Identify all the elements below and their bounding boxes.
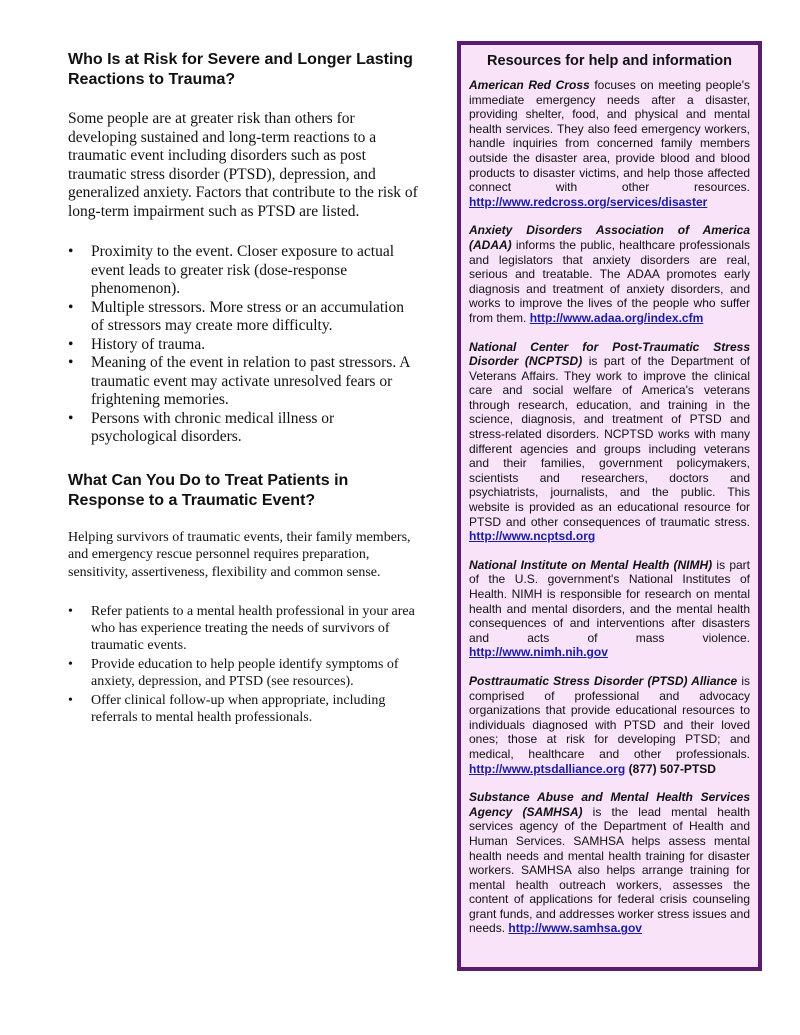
list-item-text: Refer patients to a mental health professional in your area who has experience treating the needs of survivors of traumatic events. <box>91 604 415 653</box>
resource-entries <box>469 78 750 936</box>
risk-heading: Who Is at Risk for Severe and Longer Lasting Reactions to Trauma? <box>68 51 413 88</box>
main-column <box>68 50 418 728</box>
bullet-icon: • <box>68 409 74 427</box>
list-item <box>68 692 418 726</box>
bullet-icon: • <box>68 354 74 371</box>
resource-phone: (877) 507-PTSD <box>625 761 716 776</box>
resource-entry <box>469 223 750 325</box>
treat-action-list <box>68 603 418 726</box>
list-item <box>68 299 418 336</box>
list-item-text: Offer clinical follow-up when appropriate, including referrals to mental health professionals. <box>91 693 386 725</box>
bullet-icon: • <box>68 693 73 708</box>
treat-heading: What Can You Do to Treat Patients in Response to a Traumatic Event? <box>68 471 349 509</box>
list-item <box>68 603 418 654</box>
resource-description: is part of the U.S. government's National Institutes of Health. NIMH is responsible for research on mental health and mental disorders, and the mental health consequences of and interventions after disasters and acts of mass violence. <box>469 557 751 645</box>
bullet-icon: • <box>68 657 73 672</box>
resource-description: is comprised of professional and advocacy organizations that provide educational resources to individuals diagnosed with PTSD and their loved ones; those at risk for developing PTSD; and medical, healthcare and other professionals. <box>469 673 751 761</box>
resource-name: Posttraumatic Stress Disorder (PTSD) Alliance <box>469 673 738 688</box>
risk-factor-list <box>68 243 418 447</box>
treat-paragraph: Helping survivors of traumatic events, their family members, and emergency rescue personnel requires preparation, sensitivity, assertiveness, flexibility and common sense. <box>68 529 411 580</box>
list-item <box>68 243 418 299</box>
list-item-text: Persons with chronic medical illness or psychological disorders. <box>91 409 335 445</box>
resource-link[interactable]: http://www.samhsa.gov <box>508 921 642 936</box>
list-item-text: Meaning of the event in relation to past stressors. A traumatic event may activate unresolved fears or frightening memories. <box>91 354 410 408</box>
list-item <box>68 410 418 447</box>
resource-link[interactable]: http://www.adaa.org/index.cfm <box>529 310 704 325</box>
resource-link[interactable]: http://www.ptsdalliance.org <box>469 761 626 776</box>
list-item-text: Multiple stressors. More stress or an accumulation of stressors may create more difficulty. <box>91 298 404 334</box>
resource-entry <box>469 674 750 776</box>
resource-link[interactable]: http://www.redcross.org/services/disaster <box>469 194 708 209</box>
resource-entry <box>469 790 750 936</box>
list-item <box>68 354 418 410</box>
bullet-icon: • <box>68 335 74 353</box>
resource-entry <box>469 340 750 544</box>
list-item-text: Proximity to the event. Closer exposure to actual event leads to greater risk (dose-response phenomenon). <box>91 243 395 297</box>
resources-box <box>457 41 762 971</box>
resource-name: Substance Abuse and Mental Health Services Agency (SAMHSA) <box>469 790 750 819</box>
bullet-icon: • <box>68 604 73 619</box>
list-item <box>68 336 418 355</box>
bullet-icon: • <box>68 298 74 316</box>
list-item <box>68 656 418 690</box>
resource-entry <box>469 558 750 660</box>
risk-paragraph: Some people are at greater risk than others for developing sustained and long-term reactions to a traumatic event including disorders such as post traumatic stress disorder (PTSD), depression, and generalized anxiety. Factors that contribute to the risk of long-term impairment such as PTSD are listed. <box>68 110 418 220</box>
resource-link[interactable]: http://www.nimh.nih.gov <box>469 645 608 660</box>
resource-name: National Center for Post-Traumatic Stress Disorder (NCPTSD) <box>469 339 750 369</box>
resource-description: informs the public, healthcare professionals and legislators that anxiety disorders are real, serious and treatable. The ADAA promotes early diagnosis and treatment of anxiety disorders, and works to improve the lives of the people who suffer from them. <box>469 237 750 325</box>
resources-title: Resources for help and information <box>487 53 732 69</box>
resource-description: focuses on meeting people's immediate emergency needs after a disaster, providing shelter, food, and physical and mental health services. They also feed emergency workers, handle inquiries from concerned family members outside the disaster area, provide blood and blood products to disaster victims, and help those affected connect with other resources. <box>469 78 751 195</box>
resource-entry <box>469 78 750 209</box>
resource-description: is the lead mental health services agency of the Department of Health and Human Services. SAMHSA helps assess mental health needs and mental health training for disaster workers. SAMHSA also helps arrange training for mental health outreach workers, assesses the content of applications for federal crisis counseling grant funds, and addresses worker stress issues and needs. <box>469 804 750 936</box>
resource-name: National Institute on Mental Health (NIMH) <box>469 557 713 572</box>
resource-name: American Red Cross <box>469 78 590 92</box>
resource-link[interactable]: http://www.ncptsd.org <box>469 529 596 544</box>
list-item-text: Provide education to help people identify symptoms of anxiety, depression, and PTSD (see resources). <box>91 657 399 689</box>
list-item-text: History of trauma. <box>91 335 206 353</box>
resource-description: is part of the Department of Veterans Affairs. They work to improve the clinical care and social welfare of America's veterans through research, education, and training in the science, diagnosis, and treatment of PTSD and stress-related disorders. NCPTSD works with many different agencies and groups including veterans and their families, government policymakers, scientists and researchers, doctors and psychiatrists, journalists, and the public. This website is provided as an educational resource for PTSD and other consequences of traumatic stress. <box>469 354 750 529</box>
resource-name: Anxiety Disorders Association of America (ADAA) <box>469 223 750 252</box>
bullet-icon: • <box>68 243 74 260</box>
